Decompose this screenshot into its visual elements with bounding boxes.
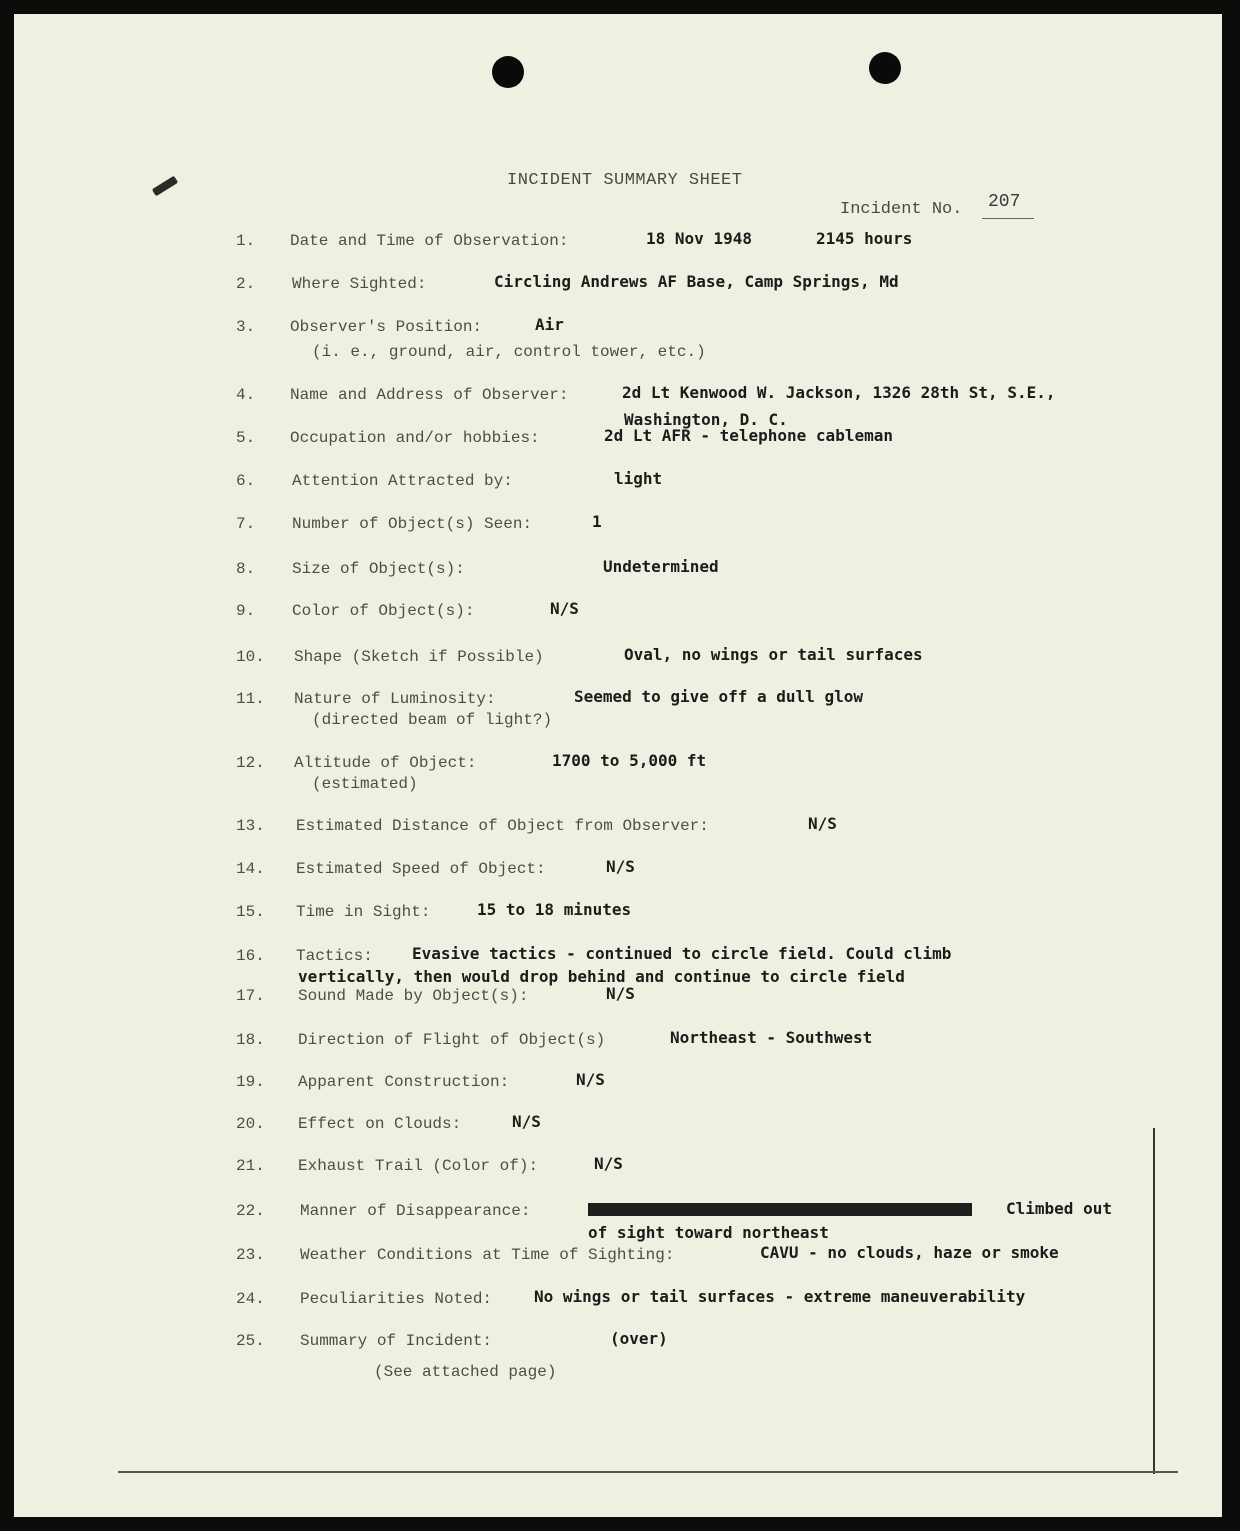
punch-hole-left [492, 56, 524, 88]
item-value: N/S [550, 599, 579, 618]
item-label: Weather Conditions at Time of Sighting: [300, 1246, 675, 1264]
item-label: Sound Made by Object(s): [298, 987, 529, 1005]
item-value: N/S [576, 1070, 605, 1089]
item-label: Name and Address of Observer: [290, 386, 569, 404]
item-label: Tactics: [296, 947, 373, 965]
item-number: 5. [236, 429, 256, 447]
item-label: Attention Attracted by: [292, 472, 513, 490]
item-value: 2d Lt AFR - telephone cableman [604, 426, 893, 445]
item-value: light [614, 469, 663, 488]
item-label: Altitude of Object: [294, 754, 477, 772]
item-value: CAVU - no clouds, haze or smoke [760, 1243, 1059, 1262]
item-label: Apparent Construction: [298, 1073, 510, 1091]
item-value: Evasive tactics - continued to circle field. Could climb [412, 944, 952, 963]
item-value: N/S [606, 984, 635, 1003]
item-label: Date and Time of Observation: [290, 232, 569, 250]
item-value-continued: of sight toward northeast [588, 1223, 829, 1242]
item-label: Direction of Flight of Object(s) [298, 1031, 606, 1049]
item-number: 6. [236, 472, 256, 490]
item-value: Oval, no wings or tail surfaces [624, 645, 923, 664]
item-number: 10. [236, 648, 265, 666]
document-title: INCIDENT SUMMARY SHEET [507, 171, 743, 190]
item-value-continued: Washington, D. C. [624, 410, 788, 429]
item-sublabel: (estimated) [312, 775, 418, 793]
item-value: Air [535, 315, 564, 334]
item-value: N/S [512, 1112, 541, 1131]
item-number: 9. [236, 602, 256, 620]
item-number: 1. [236, 232, 256, 250]
item-label: Summary of Incident: [300, 1332, 493, 1350]
item-value: N/S [606, 857, 635, 876]
item-number: 7. [236, 515, 256, 533]
incident-number: 207 [988, 192, 1021, 212]
item-label: Estimated Distance of Object from Observer: [296, 817, 709, 835]
item-number: 8. [236, 560, 256, 578]
bottom-rule [118, 1471, 1178, 1473]
item-value: No wings or tail surfaces - extreme maneuverability [534, 1287, 1026, 1306]
item-number: 25. [236, 1332, 265, 1350]
item-number: 22. [236, 1202, 265, 1220]
item-value: N/S [808, 814, 837, 833]
item-value-continued: 2145 hours [816, 229, 913, 248]
item-value-continued: vertically, then would drop behind and continue to circle field [298, 967, 905, 986]
item-value: Climbed out [1006, 1199, 1112, 1218]
item-label: Time in Sight: [296, 903, 431, 921]
item-sublabel: (See attached page) [374, 1363, 557, 1381]
item-number: 2. [236, 275, 256, 293]
item-value: 18 Nov 1948 [646, 229, 752, 248]
incident-number-label: Incident No. [840, 200, 963, 219]
item-number: 14. [236, 860, 265, 878]
redaction-strikeout [588, 1203, 972, 1216]
item-label: Size of Object(s): [292, 560, 465, 578]
item-label: Number of Object(s) Seen: [292, 515, 533, 533]
item-label: Effect on Clouds: [298, 1115, 462, 1133]
item-label: Occupation and/or hobbies: [290, 429, 540, 447]
item-value: 1 [592, 512, 602, 531]
item-number: 15. [236, 903, 265, 921]
punch-hole-right [869, 52, 901, 84]
item-value: 15 to 18 minutes [477, 900, 632, 919]
item-label: Shape (Sketch if Possible) [294, 648, 544, 666]
item-value: Undetermined [603, 557, 719, 576]
item-value: Northeast - Southwest [670, 1028, 873, 1047]
incident-number-underline [982, 218, 1034, 219]
item-label: Nature of Luminosity: [294, 690, 496, 708]
item-sublabel: (i. e., ground, air, control tower, etc.) [312, 343, 706, 361]
item-label: Estimated Speed of Object: [296, 860, 546, 878]
item-label: Peculiarities Noted: [300, 1290, 493, 1308]
item-value: 2d Lt Kenwood W. Jackson, 1326 28th St, S.E., [622, 383, 1056, 402]
item-number: 20. [236, 1115, 265, 1133]
item-label: Where Sighted: [292, 275, 427, 293]
item-label: Exhaust Trail (Color of): [298, 1157, 539, 1175]
item-number: 12. [236, 754, 265, 772]
item-number: 16. [236, 947, 265, 965]
item-number: 24. [236, 1290, 265, 1308]
item-number: 4. [236, 386, 256, 404]
item-value: N/S [594, 1154, 623, 1173]
item-number: 13. [236, 817, 265, 835]
item-label: Manner of Disappearance: [300, 1202, 531, 1220]
item-value: Seemed to give off a dull glow [574, 687, 863, 706]
item-number: 18. [236, 1031, 265, 1049]
item-number: 23. [236, 1246, 265, 1264]
item-value: Circling Andrews AF Base, Camp Springs, Md [494, 272, 899, 291]
item-value: (over) [610, 1329, 668, 1348]
item-value: 1700 to 5,000 ft [552, 751, 707, 770]
item-label: Color of Object(s): [292, 602, 475, 620]
item-number: 21. [236, 1157, 265, 1175]
item-number: 3. [236, 318, 256, 336]
item-label: Observer's Position: [290, 318, 483, 336]
item-number: 11. [236, 690, 265, 708]
item-sublabel: (directed beam of light?) [312, 711, 553, 729]
item-number: 19. [236, 1073, 265, 1091]
margin-line [1153, 1128, 1155, 1474]
item-number: 17. [236, 987, 265, 1005]
